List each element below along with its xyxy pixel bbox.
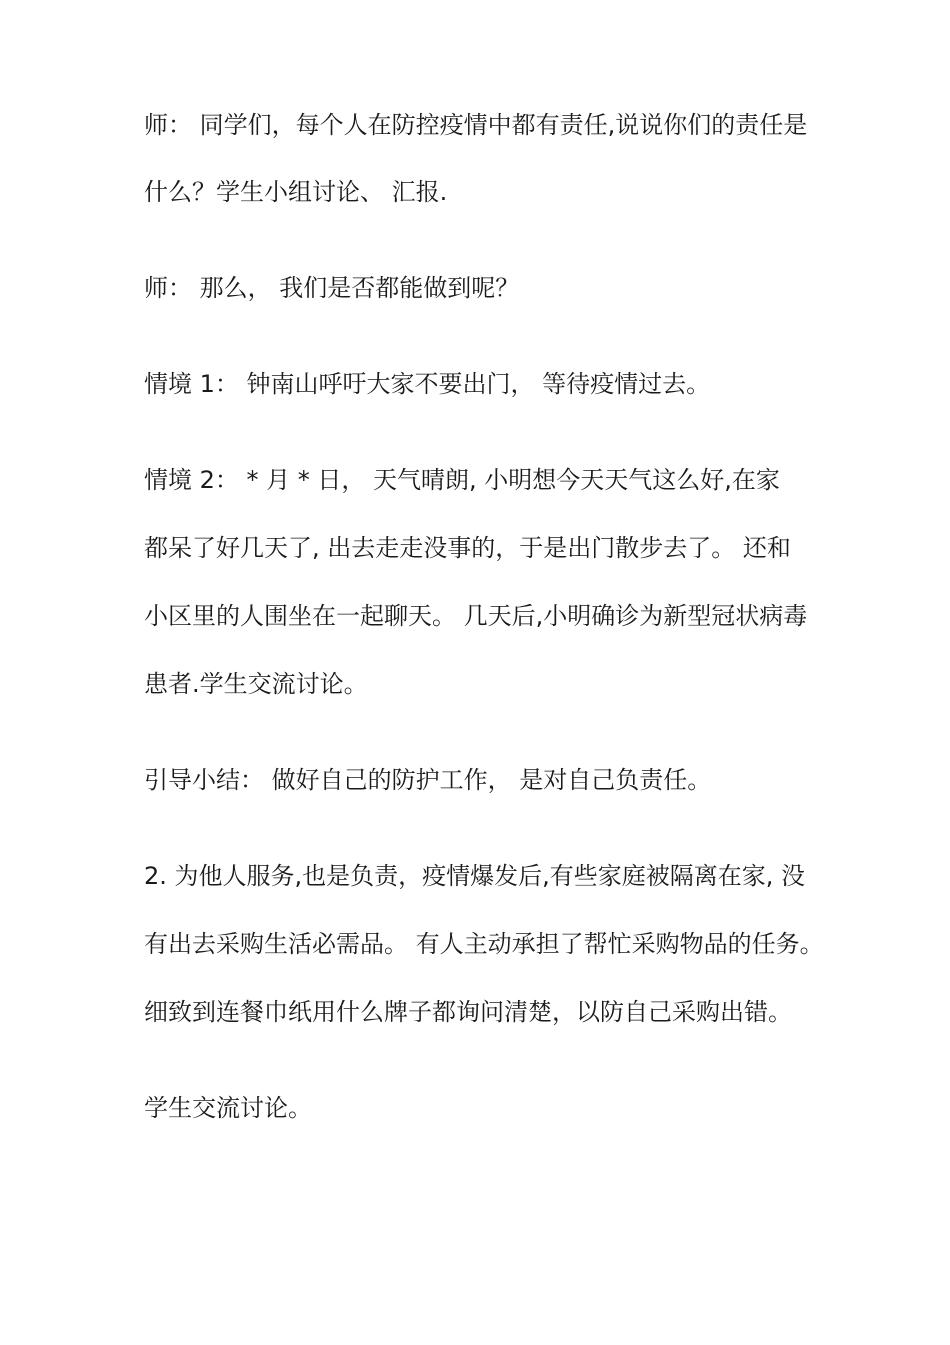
paragraph-line: 2. 为他人服务,也是负责，疫情爆发后,有些家庭被隔离在家, 没	[144, 862, 806, 890]
paragraph-line: 学生交流讨论。	[144, 1094, 312, 1122]
paragraph-line: 都呆了好几天了, 出去走走没事的，于是出门散步去了。 还和	[144, 534, 791, 562]
paragraph-line: 小区里的人围坐在一起聊天。 几天后,小明确诊为新型冠状病毒	[144, 602, 808, 630]
paragraph-line: 情境 1： 钟南山呼吁大家不要出门， 等待疫情过去。	[144, 370, 711, 398]
paragraph-line: 师： 同学们，每个人在防控疫情中都有责任,说说你们的责任是	[144, 111, 808, 139]
paragraph-line: 患者.学生交流讨论。	[144, 670, 368, 698]
paragraph-line: 情境 2： * 月 * 日， 天气晴朗, 小明想今天天气这么好,在家	[144, 466, 780, 494]
paragraph-line: 什么？学生小组讨论、 汇报.	[144, 178, 448, 206]
paragraph-line: 引导小结： 做好自己的防护工作， 是对自己负责任。	[144, 766, 712, 794]
paragraph-line: 有出去采购生活必需品。 有人主动承担了帮忙采购物品的任务。	[144, 930, 824, 958]
paragraph-line: 师： 那么， 我们是否都能做到呢？	[144, 274, 520, 302]
paragraph-line: 细致到连餐巾纸用什么牌子都询问清楚，以防自己采购出错。	[144, 998, 792, 1026]
